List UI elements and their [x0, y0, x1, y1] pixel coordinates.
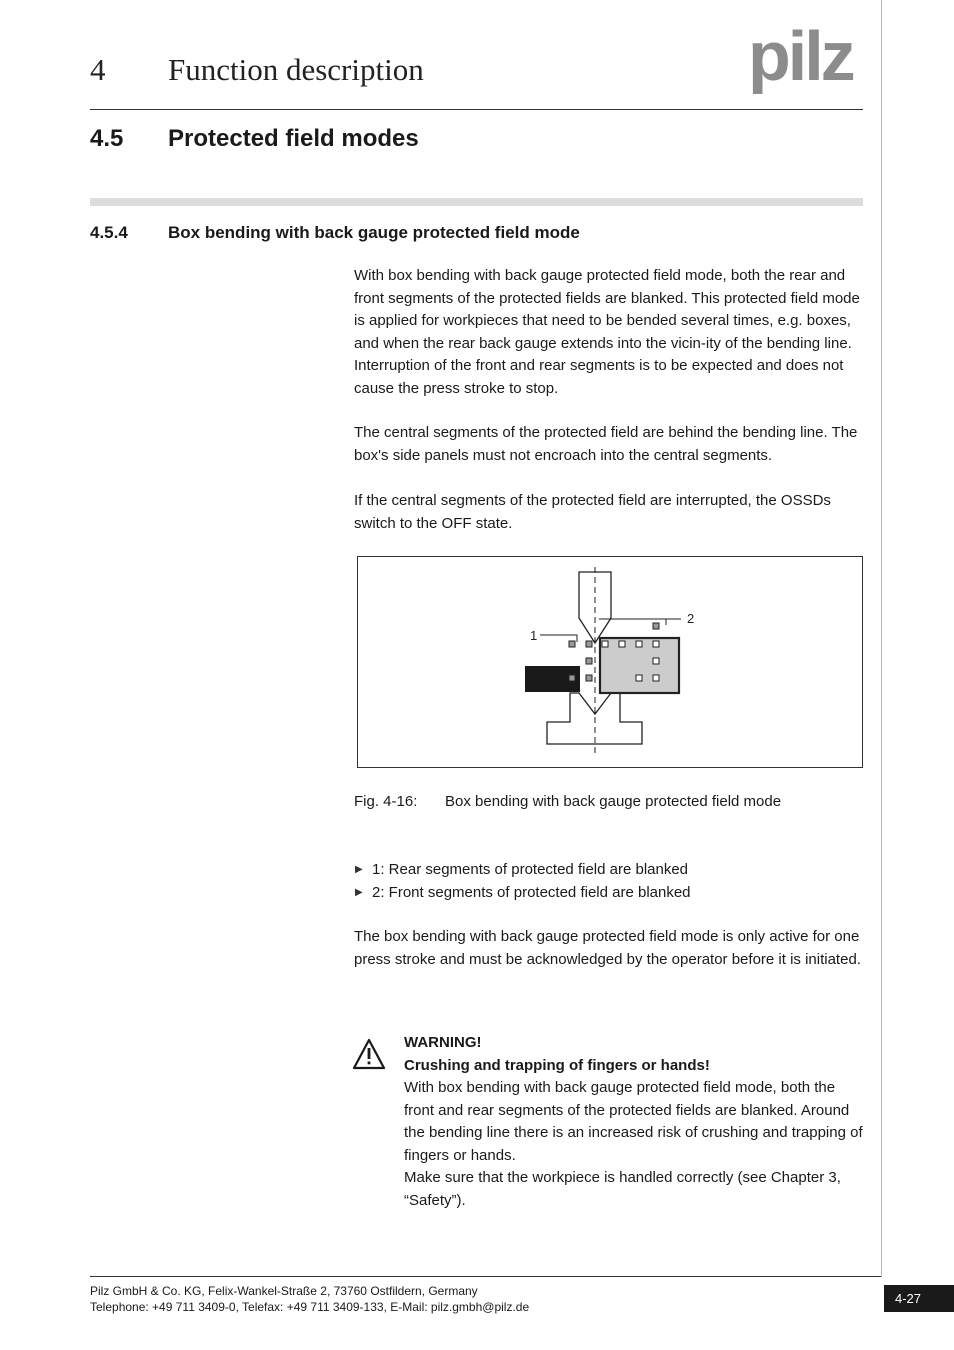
footer [90, 1283, 529, 1315]
legend-item [354, 859, 866, 882]
front-segment [619, 641, 625, 647]
legend-item-text: 1: Rear segments of protected field are blanked [372, 861, 689, 878]
body-paragraph-1: With box bending with back gauge protected field mode, both the rear and front segments of the protected fields are blanked. This protected field mode is applied for workpieces that need to be bended several times, e.g. boxes, and when the rear back gauge extends into the vicin-ity of the bending line. Interruption of the front and rear segments is to be expected and does not cause the press stroke to stop. [354, 267, 860, 397]
subsection-number: 4.5.4 [90, 223, 128, 242]
figure-label: Fig. 4-16: [354, 793, 418, 810]
callout-1: 1 [530, 628, 538, 643]
body-paragraph-4: The box bending with back gauge protected field mode is only active for one press stroke and must be acknowledged by the operator before it is initiated. [354, 928, 861, 968]
central-segment [586, 675, 592, 681]
front-segment-blanked [653, 623, 659, 629]
callout-2: 2 [687, 611, 695, 626]
warning-triangle-icon [352, 1038, 386, 1070]
footer-rule [90, 1276, 881, 1277]
chapter-number: 4 [90, 52, 106, 87]
page-margin-line [881, 0, 882, 1277]
section-divider-bar [90, 198, 863, 206]
body-paragraph-2: The central segments of the protected field are behind the bending line. The box's side panels must not encroach into the central segments. [354, 424, 858, 464]
chapter-title: Function description [168, 52, 424, 87]
figure-box-bending [357, 556, 863, 768]
front-segment [636, 675, 642, 681]
subsection-title: Box bending with back gauge protected field mode [168, 223, 580, 242]
legend-list [354, 859, 866, 904]
pilz-logo [748, 26, 864, 94]
legend-item-text: 2: Front segments of protected field are blanked [372, 883, 691, 901]
front-segment [602, 641, 608, 647]
footer-contact: Telephone: +49 711 3409-0, Telefax: +49 711 3409-133, E-Mail: pilz.gmbh@pilz.de [90, 1300, 530, 1314]
logo-text: pilz [748, 26, 853, 94]
bullet-arrow-icon: ▶ [355, 886, 363, 898]
footer-address: Pilz GmbH & Co. KG, Felix-Wankel-Straße 2, 73760 Ostfildern, Germany [90, 1284, 478, 1298]
front-segment [653, 658, 659, 664]
page-number: 4-27 [884, 1285, 954, 1312]
box-bending-diagram [358, 557, 864, 769]
warning-text-2: Make sure that the workpiece is handled correctly (see Chapter 3, “Safety”). [404, 1169, 841, 1209]
section-title: Protected field modes [168, 125, 419, 152]
warning-heading: WARNING! [404, 1034, 482, 1051]
central-segment [586, 658, 592, 664]
header-rule [90, 109, 863, 110]
bullet-arrow-icon: ▶ [355, 864, 363, 875]
front-segment [653, 641, 659, 647]
central-segment [586, 641, 592, 647]
warning-subheading: Crushing and trapping of fingers or hands! [404, 1056, 710, 1074]
front-segment [653, 675, 659, 681]
body-paragraph-3: If the central segments of the protected field are interrupted, the OSSDs switch to the OFF state. [354, 492, 831, 532]
rear-segment-blanked [569, 675, 575, 681]
legend-item [354, 882, 866, 905]
front-segment [636, 641, 642, 647]
figure-caption: Box bending with back gauge protected field mode [445, 793, 782, 810]
warning-block [404, 1032, 866, 1212]
section-number: 4.5 [90, 125, 124, 152]
rear-segment-blanked [569, 641, 575, 647]
warning-text-1: With box bending with back gauge protected field mode, both the front and rear segments of the protected fields are blanked. Around the bending line there is an increased risk of crushing and trapping of fingers or hands. [404, 1079, 863, 1164]
